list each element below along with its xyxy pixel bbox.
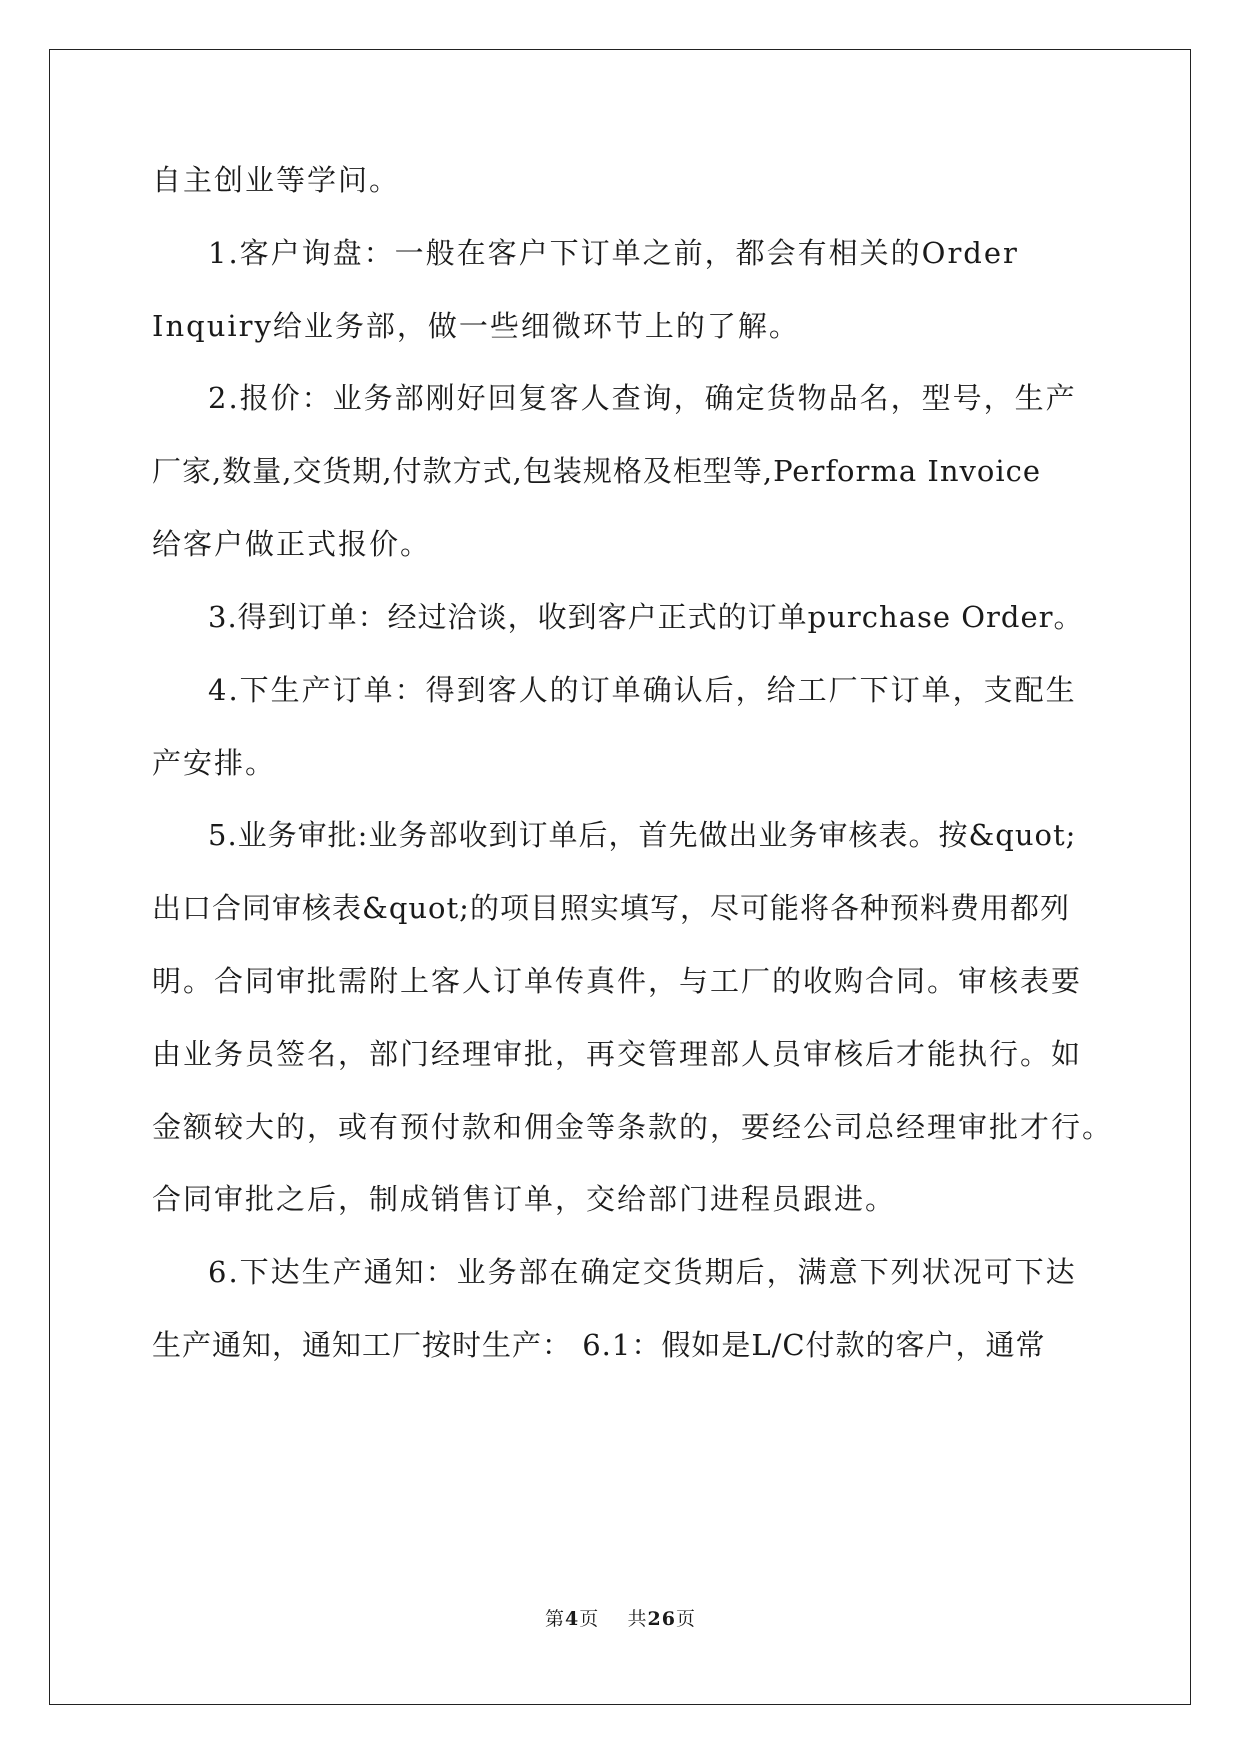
text-line: 由业务员签名，部门经理审批，再交管理部人员审核后才能执行。如 [152,1037,1083,1071]
text-line: 4.下生产订单：得到客人的订单确认后，给工厂下订单，支配生 [208,673,1077,707]
text-line: 金额较大的，或有预付款和佣金等条款的，要经公司总经理审批才行。 [152,1110,1114,1144]
text-line: 合同审批之后，制成销售订单，交给部门进程员跟进。 [152,1182,897,1216]
text-line: 给客户做正式报价。 [152,527,432,561]
text-line: 自主创业等学问。 [152,163,401,197]
text-line: 出口合同审核表&quot;的项目照实填写，尽可能将各种预料费用都列 [152,891,1070,925]
text-line: 3.得到订单：经过洽谈，收到客户正式的订单purchase Order。 [208,600,1084,634]
current-page-number: 4 [565,1608,580,1630]
page-number-prefix: 第 [545,1608,566,1630]
text-line: 生产通知，通知工厂按时生产： 6.1：假如是L/C付款的客户，通常 [152,1328,1046,1362]
total-page-count: 26 [647,1608,676,1630]
text-line: 2.报价：业务部刚好回复客人查询，确定货物品名，型号，生产 [208,381,1077,415]
total-pages-suffix: 页 [675,1608,696,1630]
page-border [49,49,1191,1705]
total-pages-prefix: 共 [627,1608,648,1630]
text-line: 产安排。 [152,746,277,780]
text-line: 1.客户询盘：一般在客户下订单之前，都会有相关的Order [208,236,1019,270]
text-line: 6.下达生产通知：业务部在确定交货期后，满意下列状况可下达 [208,1255,1077,1289]
text-line: Inquiry给业务部，做一些细微环节上的了解。 [152,309,800,343]
page-number-suffix: 页 [579,1608,600,1630]
page-footer [0,1604,1241,1631]
text-line: 5.业务审批:业务部收到订单后，首先做出业务审核表。按&quot; [208,818,1077,852]
text-line: 厂家,数量,交货期,付款方式,包装规格及柜型等,Performa Invoice [152,454,1042,488]
text-line: 明。合同审批需附上客人订单传真件，与工厂的收购合同。审核表要 [152,964,1083,998]
